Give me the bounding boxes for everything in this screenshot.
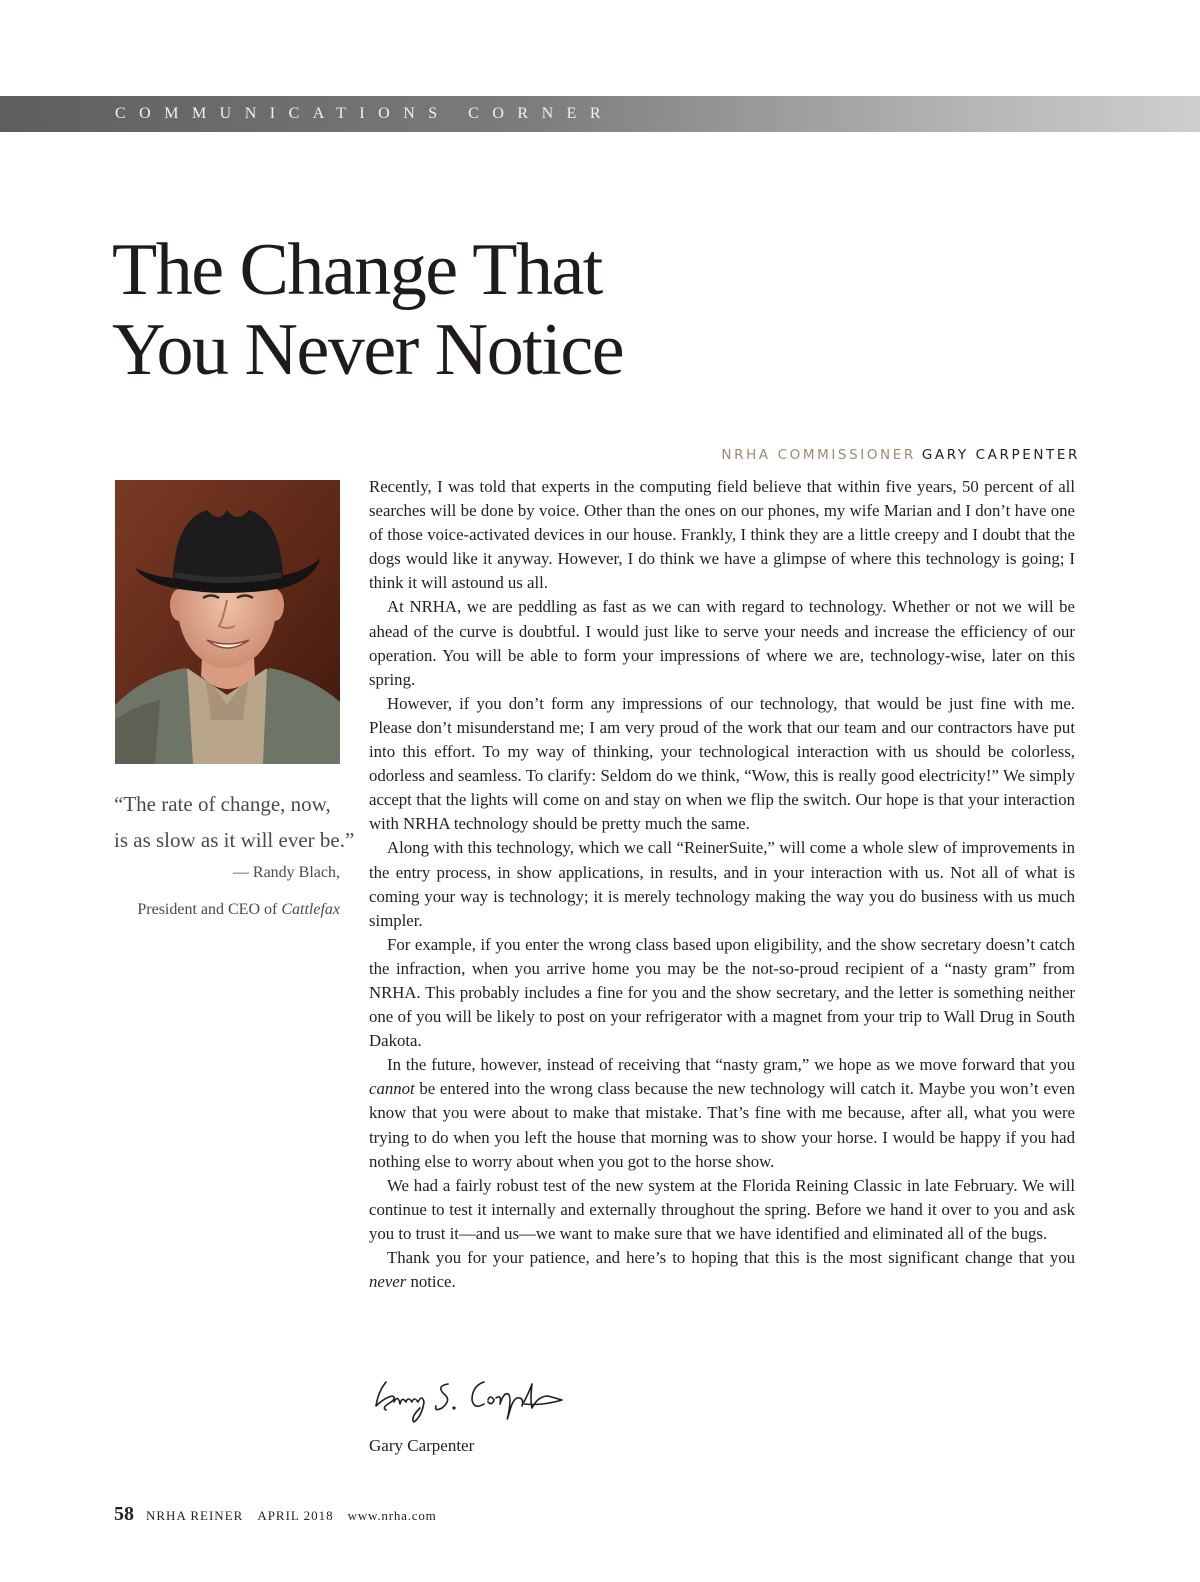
article-paragraph: Along with this technology, which we call “ReinerSuite,” will come a whole slew of improvements in the entry process, in show applications, in results, and in your interaction with us. Not all of what is coming your way is technology; it is merely technology making the way you do business with us much simpler.: [369, 838, 1075, 930]
pull-quote-line-2: is as slow as it will ever be.”: [114, 828, 355, 852]
section-label: COMMUNICATIONS CORNER: [115, 105, 615, 122]
article-paragraph: However, if you don’t form any impressions of our technology, that would be just fine with me. Please don’t misunderstand me; I am very proud of the work that our team and our contractors have put into this effort. To my way of thinking, your technological interaction with us should be colorless, odorless and seamless. To clarify: Seldom do we think, “Wow, this is really good electricity!” We simply accept that the lights will come on and stay on when we flip the switch. Our hope is that your interaction with NRHA technology should be pretty much the same.: [369, 693, 1075, 834]
author-photo: [115, 480, 340, 764]
paragraph-text: be entered into the wrong class because the new technology will catch it. Maybe you won’t even know that you were about to make that mistake. That’s fine with me because, after all, what you were trying to do when you left the house that morning was to show your horse. I would be happy if you had nothing else to worry about when you got to the horse show.: [369, 1079, 1075, 1171]
magazine-name: NRHA REINER: [146, 1508, 244, 1523]
page-footer: [114, 1503, 437, 1526]
article-paragraph: For example, if you enter the wrong class based upon eligibility, and the show secretary doesn’t catch the infraction, when you arrive home you may be the not-so-proud recipient of a “nasty gram” from NRHA. This probably includes a fine for you and the show secretary, and the letter is something neither one of you will be likely to post on your refrigerator with a magnet from your trip to Wall Drug in South Dakota.: [369, 934, 1075, 1051]
title-line-1: The Change That: [112, 229, 602, 311]
article-paragraph: [369, 1053, 1075, 1173]
quote-attribution-role: President and CEO of: [137, 901, 282, 918]
article-title: [112, 230, 623, 390]
article-paragraph: At NRHA, we are peddling as fast as we can with regard to technology. Whether or not we will be ahead of the curve is doubtful. I would just like to serve your needs and increase the efficiency of our operation. You will be able to form your impressions of where we are, technology-wise, later on this spring.: [369, 597, 1075, 689]
pull-quote: [114, 786, 355, 858]
emphasis-text: cannot: [369, 1079, 415, 1099]
paragraph-text: notice.: [406, 1272, 456, 1292]
byline-name: GARY CARPENTER: [921, 447, 1080, 463]
article-paragraph: [369, 1246, 1075, 1294]
quote-attribution-title: [137, 901, 340, 919]
paragraph-text: Thank you for your patience, and here’s to hoping that this is the most significant change that you: [387, 1248, 1075, 1267]
article-body: [369, 475, 1075, 1294]
signature-name: Gary Carpenter: [369, 1436, 475, 1455]
title-line-2: You Never Notice: [112, 309, 624, 391]
quote-attribution-company: Cattlefax: [281, 901, 340, 918]
website-url: www.nrha.com: [347, 1508, 437, 1523]
byline: [721, 447, 1080, 463]
handwritten-signature: [372, 1372, 572, 1428]
page-number: 58: [114, 1503, 134, 1525]
article-paragraph: Recently, I was told that experts in the computing field believe that within five years, 50 percent of all searches will be done by voice. Other than the ones on our phones, my wife Marian and I don’t have one of those voice-activated devices in our house. Frankly, I think they are a little creepy and I doubt that the dogs would like it anyway. However, I do think we have a glimpse of where this technology is going; I think it will astound us all.: [369, 477, 1075, 593]
issue-date: APRIL 2018: [257, 1508, 334, 1523]
paragraph-text: In the future, however, instead of receiving that “nasty gram,” we hope as we move forward that you: [387, 1055, 1075, 1075]
article-paragraph: We had a fairly robust test of the new system at the Florida Reining Classic in late February. We will continue to test it internally and externally throughout the spring. Before we hand it over to you and ask you to trust it—and us—we want to make sure that we have identified and eliminated all of the bugs.: [369, 1175, 1075, 1243]
byline-role: NRHA COMMISSIONER: [721, 447, 916, 463]
pull-quote-line-1: “The rate of change, now,: [114, 792, 331, 816]
emphasis-text: never: [369, 1272, 407, 1292]
quote-attribution-name: — Randy Blach,: [232, 864, 340, 881]
section-banner: [0, 96, 1200, 132]
